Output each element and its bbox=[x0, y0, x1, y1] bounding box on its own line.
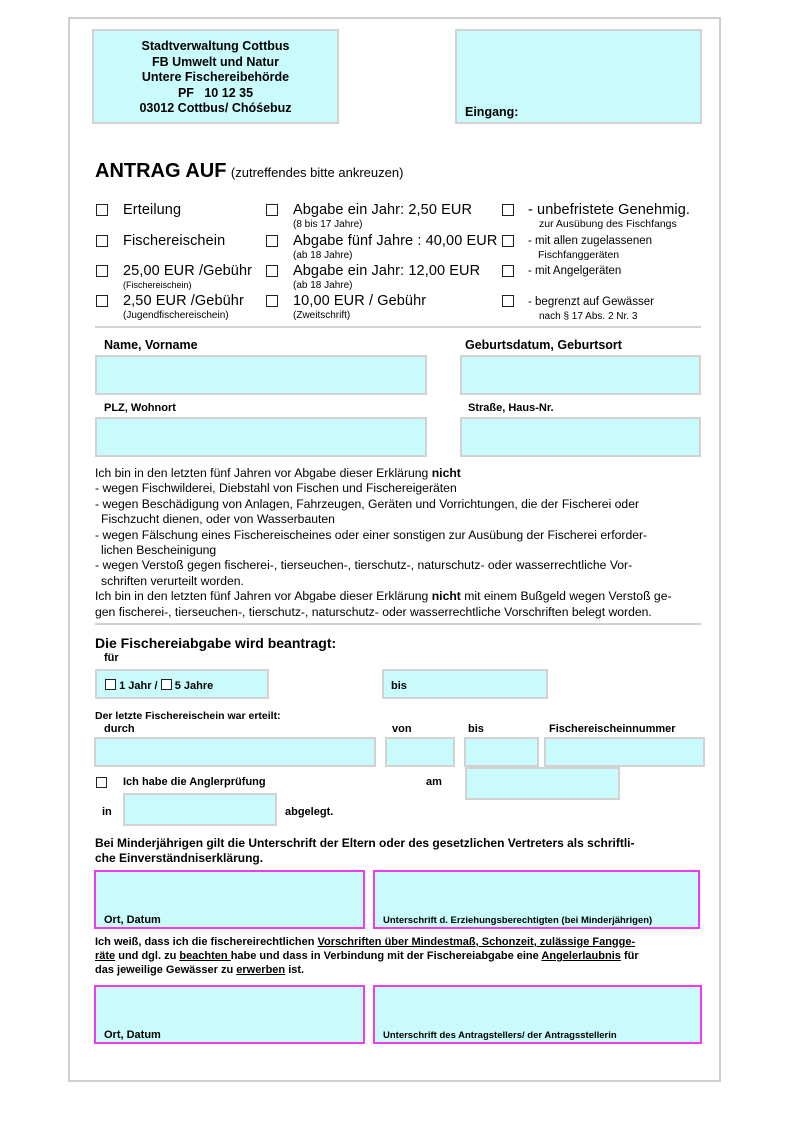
knowledge-text: ist. bbox=[285, 964, 305, 976]
declaration-emphasis: nicht bbox=[431, 589, 461, 604]
declaration-text bbox=[95, 466, 705, 620]
durch-input[interactable] bbox=[94, 737, 376, 767]
declaration-item-cont: Fischzucht dienen, oder von Wasserbauten bbox=[101, 512, 335, 527]
declaration-line bbox=[95, 589, 705, 604]
address-line: PF 10 12 35 bbox=[177, 85, 254, 100]
option-label: 2,50 EUR /Gebühr bbox=[123, 293, 244, 309]
knowledge-line bbox=[95, 963, 639, 977]
guardian-signature-field[interactable] bbox=[373, 870, 700, 929]
applicant-place-date-field[interactable] bbox=[94, 985, 365, 1044]
knowledge-line bbox=[95, 935, 639, 949]
knowledge-statement bbox=[95, 935, 639, 977]
address-line: Stadtverwaltung Cottbus bbox=[141, 39, 290, 53]
applicant-signature-label: Unterschrift des Antragstellers/ der Antragsstellerin bbox=[383, 1030, 617, 1041]
option-label: Erteilung bbox=[123, 202, 182, 218]
guardian-place-date-field[interactable] bbox=[94, 870, 365, 929]
section-divider bbox=[95, 623, 701, 625]
antrag-title-row bbox=[95, 160, 403, 183]
knowledge-underlined: Angelerlaubnis bbox=[541, 950, 621, 962]
bis-label: bis bbox=[391, 680, 407, 692]
abgabe-bis-input[interactable] bbox=[382, 669, 548, 699]
last-license-label: Der letzte Fischereischein war erteilt: bbox=[95, 710, 281, 722]
checkbox-abgabe-1-jahr[interactable] bbox=[266, 265, 278, 277]
address-line: Untere Fischereibehörde bbox=[141, 70, 290, 84]
option-label: - mit Angelgeräten bbox=[528, 265, 622, 277]
abgabe-title: Die Fischereiabgabe wird beantragt: bbox=[95, 635, 337, 651]
option-label: 10,00 EUR / Gebühr bbox=[293, 293, 427, 309]
option-sublabel: (ab 18 Jahre) bbox=[293, 250, 353, 261]
knowledge-text: Ich weiß, dass ich die fischereirechtlichen bbox=[95, 936, 318, 948]
birth-input[interactable] bbox=[460, 355, 701, 395]
option-5-jahre-label: 5 Jahre bbox=[174, 680, 214, 692]
declaration-emphasis: nicht bbox=[431, 466, 461, 480]
number-label: Fischereischeinnummer bbox=[549, 723, 676, 735]
plz-input[interactable] bbox=[95, 417, 427, 457]
checkbox-fischereischein[interactable] bbox=[96, 235, 108, 247]
exam-place-input[interactable] bbox=[123, 793, 277, 826]
checkbox-angelgeraete[interactable] bbox=[502, 265, 514, 277]
checkbox-unbefristet[interactable] bbox=[502, 204, 514, 216]
street-label: Straße, Haus-Nr. bbox=[468, 402, 554, 414]
guardian-signature-label: Unterschrift d. Erziehungsberechtigten (bei Minderjährigen) bbox=[383, 915, 653, 926]
knowledge-text: habe und dass in Verbindung mit der Fischereiabgabe eine bbox=[230, 950, 542, 962]
option-sublabel: (8 bis 17 Jahre) bbox=[293, 219, 363, 230]
applicant-signature-field[interactable] bbox=[373, 985, 702, 1044]
bis2-input[interactable] bbox=[464, 737, 539, 767]
declaration-text-part: mit einem Bußgeld wegen Verstoß ge- bbox=[460, 589, 672, 604]
declaration-item-cont: lichen Bescheinigung bbox=[101, 543, 217, 558]
von-label: von bbox=[392, 723, 412, 735]
option-label: 25,00 EUR /Gebühr bbox=[123, 263, 253, 279]
option-label: Abgabe ein Jahr: 12,00 EUR bbox=[293, 263, 481, 279]
checkbox-1-jahr[interactable] bbox=[105, 679, 116, 690]
address-line: FB Umwelt und Natur bbox=[151, 54, 280, 69]
option-label: Abgabe fünf Jahre : 40,00 EUR bbox=[293, 233, 498, 249]
option-sublabel: (Zweitschrift) bbox=[293, 310, 351, 321]
knowledge-text: für bbox=[620, 950, 639, 962]
von-input[interactable] bbox=[385, 737, 455, 767]
declaration-item: - wegen Beschädigung von Anlagen, Fahrzeugen, Geräten und Vorrichtungen, die der Fischerei oder bbox=[95, 496, 640, 511]
checkbox-alle-geraete[interactable] bbox=[502, 235, 514, 247]
checkbox-5-jahre[interactable] bbox=[161, 679, 172, 690]
exam-label: Ich habe die Anglerprüfung bbox=[123, 776, 266, 788]
option-sublabel: (Fischereischein) bbox=[123, 280, 192, 290]
option-sublabel: (Jugendfischereischein) bbox=[123, 310, 229, 321]
option-label: Fischereischein bbox=[123, 233, 226, 249]
antrag-title: ANTRAG AUF bbox=[95, 160, 227, 182]
checkbox-anglerpruefung[interactable] bbox=[96, 777, 107, 788]
fuer-label: für bbox=[104, 652, 119, 664]
bis2-label: bis bbox=[468, 723, 484, 735]
checkbox-abgabe-5-jahre[interactable] bbox=[266, 235, 278, 247]
antrag-hint: (zutreffendes bitte ankreuzen) bbox=[230, 165, 404, 180]
option-sublabel: (ab 18 Jahre) bbox=[293, 280, 353, 291]
checkbox-erteilung[interactable] bbox=[96, 204, 108, 216]
license-number-input[interactable] bbox=[544, 737, 705, 767]
declaration-line: gen fischerei-, tierseuchen-, tierschutz-, naturschutz- oder wasserrechtliche Vorschriften belegt worden. bbox=[95, 604, 652, 619]
section-divider bbox=[95, 326, 701, 328]
option-sublabel: zur Ausübung des Fischfangs bbox=[539, 218, 677, 230]
option-label: - begrenzt auf Gewässer bbox=[528, 296, 654, 308]
knowledge-underlined: erwerben bbox=[236, 964, 286, 976]
checkbox-abgabe-1-jahr-jugend[interactable] bbox=[266, 204, 278, 216]
declaration-item: - wegen Fischwilderei, Diebstahl von Fischen und Fischereigeräten bbox=[95, 481, 457, 496]
option-label: - unbefristete Genehmig. bbox=[528, 202, 690, 218]
name-input[interactable] bbox=[95, 355, 427, 395]
place-date-label: Ort, Datum bbox=[104, 914, 161, 926]
street-input[interactable] bbox=[460, 417, 701, 457]
declaration-item: - wegen Fälschung eines Fischereischeines oder einer sonstigen zur Ausübung der Fischerei erforder- bbox=[95, 527, 648, 542]
place-date-label: Ort, Datum bbox=[104, 1029, 161, 1041]
knowledge-underlined: räte bbox=[95, 950, 116, 962]
knowledge-underlined: beachten bbox=[179, 950, 231, 962]
duration-options bbox=[105, 679, 213, 692]
declaration-line bbox=[95, 466, 705, 481]
in-label: in bbox=[102, 806, 112, 818]
declaration-item: - wegen Verstoß gegen fischerei-, tierseuchen-, tierschutz-, naturschutz- oder wasserrechtliche Vor- bbox=[95, 558, 633, 573]
knowledge-text: und dgl. zu bbox=[115, 950, 180, 962]
knowledge-text: das jeweilige Gewässer zu bbox=[95, 964, 237, 976]
eingang-label: Eingang: bbox=[465, 105, 519, 119]
option-label: - mit allen zugelassenen bbox=[528, 235, 653, 247]
durch-label: durch bbox=[104, 723, 135, 735]
am-label: am bbox=[426, 776, 442, 788]
minors-line: che Einverständniserklärung. bbox=[95, 851, 264, 865]
address-line: 03012 Cottbus/ Chóśebuz bbox=[139, 101, 292, 115]
minors-line: Bei Minderjährigen gilt die Unterschrift der Eltern oder des gesetzlichen Vertreters als schriftli- bbox=[95, 836, 635, 850]
checkbox-fee-2-50[interactable] bbox=[96, 295, 108, 307]
knowledge-line bbox=[95, 949, 639, 963]
option-sublabel: nach § 17 Abs. 2 Nr. 3 bbox=[539, 311, 638, 322]
declaration-text-part: Ich bin in den letzten fünf Jahren vor Abgabe dieser Erklärung bbox=[95, 466, 432, 480]
exam-date-input[interactable] bbox=[465, 767, 620, 800]
declaration-text-part: Ich bin in den letzten fünf Jahren vor Abgabe dieser Erklärung bbox=[95, 589, 432, 604]
checkbox-begrenzt[interactable] bbox=[502, 295, 514, 307]
option-label: Abgabe ein Jahr: 2,50 EUR bbox=[293, 202, 473, 218]
authority-address-box bbox=[92, 29, 339, 124]
declaration-item-cont: schriften verurteilt worden. bbox=[101, 573, 244, 588]
minors-note bbox=[95, 836, 634, 866]
option-1-jahr-label: 1 Jahr / bbox=[119, 680, 158, 692]
checkbox-zweitschrift[interactable] bbox=[266, 295, 278, 307]
name-label: Name, Vorname bbox=[104, 338, 198, 352]
eingang-box[interactable] bbox=[455, 29, 702, 124]
abgabe-duration-field bbox=[95, 669, 269, 699]
knowledge-underlined: Vorschriften über Mindestmaß, Schonzeit, zulässige Fangge- bbox=[317, 936, 636, 948]
birth-label: Geburtsdatum, Geburtsort bbox=[465, 338, 622, 352]
abgelegt-label: abgelegt. bbox=[285, 806, 334, 818]
option-sublabel: Fischfanggeräten bbox=[538, 249, 620, 261]
checkbox-fee-25[interactable] bbox=[96, 265, 108, 277]
plz-label: PLZ, Wohnort bbox=[104, 402, 176, 414]
